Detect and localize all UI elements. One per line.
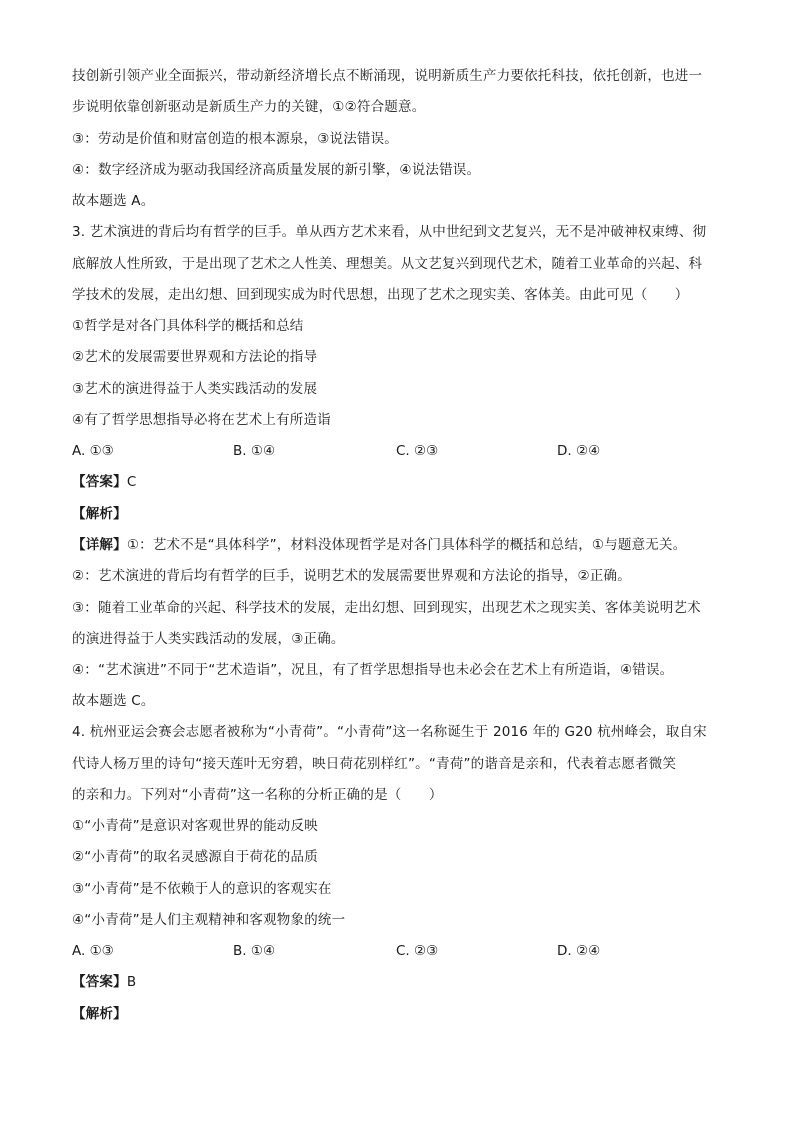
q4-option-b: B. ①④	[233, 943, 276, 959]
q3-item-1: ①哲学是对各门具体科学的概括和总结	[72, 318, 304, 334]
prev-text-line-2: 步说明依靠创新驱动是新质生产力的关键，①②符合题意。	[72, 99, 426, 115]
q3-option-a: A. ①③	[72, 443, 114, 459]
q4-item-1: ①“小青荷”是意识对客观世界的能动反映	[72, 818, 318, 834]
q3-answer	[72, 472, 722, 492]
q4-option-d: D. ②④	[557, 943, 601, 959]
answer-value: B	[126, 974, 137, 990]
prev-text-line-4: ④：数字经济成为驱动我国经济高质量发展的新引擎，④说法错误。	[72, 162, 481, 178]
q4-item-3: ③“小青荷”是不依赖于人的意识的客观实在	[72, 881, 332, 897]
q3-detail-line-2: ②：艺术演进的背后均有哲学的巨手，说明艺术的发展需要世界观和方法论的指导，②正确。	[72, 568, 631, 584]
q4-option-a: A. ①③	[72, 943, 114, 959]
q3-detail-line-5: ④：“艺术演进”不同于“艺术造诣”，况且，有了哲学思想指导也未必会在艺术上有所造诣，④错误。	[72, 662, 674, 678]
answer-tag: 【答案】	[72, 974, 127, 990]
q4-option-c: C. ②③	[396, 943, 439, 959]
q4-item-2: ②“小青荷”的取名灵感源自于荷花的品质	[72, 849, 318, 865]
q3-option-d: D. ②④	[557, 443, 601, 459]
q3-detail-line-3: ③：随着工业革命的兴起、科学技术的发展，走出幻想、回到现实，出现艺术之现实美、客体美说明艺术	[72, 600, 701, 616]
q3-detail-line-1	[72, 535, 722, 555]
answer-tag: 【答案】	[72, 474, 127, 490]
q4-answer	[72, 972, 722, 992]
q3-item-3: ③艺术的演进得益于人类实践活动的发展	[72, 381, 318, 397]
q4-item-4: ④“小青荷”是人们主观精神和客观物象的统一	[72, 912, 346, 928]
q4-stem-line-2: 代诗人杨万里的诗句“接天莲叶无穷碧，映日荷花别样红”。“青荷”的谐音是亲和，代表着志愿者微笑	[72, 756, 677, 772]
q3-stem-line-3: 学技术的发展，走出幻想、回到现实成为时代思想，出现了艺术之现实美、客体美。由此可见（ ）	[72, 287, 689, 303]
q3-item-2: ②艺术的发展需要世界观和方法论的指导	[72, 349, 318, 365]
detail-text: ①：艺术不是“具体科学”，材料没体现哲学是对各门具体科学的概括和总结，①与题意无关。	[126, 537, 687, 553]
q3-conclusion: 故本题选 C。	[72, 693, 155, 709]
q4-stem-line-3: 的亲和力。下列对“小青荷”这一名称的分析正确的是（ ）	[72, 787, 443, 803]
q3-option-b: B. ①④	[233, 443, 276, 459]
q3-item-4: ④有了哲学思想指导必将在艺术上有所造诣	[72, 412, 331, 428]
q3-option-c: C. ②③	[396, 443, 439, 459]
q3-stem-line-2: 底解放人性所致，于是出现了艺术之人性美、理想美。从文艺复兴到现代艺术，随着工业革命的兴起、科	[72, 256, 703, 272]
answer-value: C	[126, 474, 137, 490]
detail-tag: 【详解】	[72, 537, 127, 553]
q4-stem-line-1: 4. 杭州亚运会赛会志愿者被称为“小青荷”。“小青荷”这一名称诞生于 2016 年的 G20 杭州峰会，取自宋	[72, 724, 707, 740]
q3-stem-line-1: 3. 艺术演进的背后均有哲学的巨手。单从西方艺术来看，从中世纪到文艺复兴，无不是冲破神权束缚、彻	[72, 224, 707, 240]
prev-conclusion: 故本题选 A。	[72, 193, 155, 209]
q3-analysis-tag: 【解析】	[72, 506, 127, 522]
prev-text-line-3: ③：劳动是价值和财富创造的根本源泉，③说法错误。	[72, 131, 399, 147]
q3-detail-line-4: 的演进得益于人类实践活动的发展，③正确。	[72, 631, 345, 647]
q4-analysis-tag: 【解析】	[72, 1006, 127, 1022]
prev-text-line-1: 技创新引领产业全面振兴，带动新经济增长点不断涌现，说明新质生产力要依托科技，依托创新，也进一	[72, 68, 703, 84]
